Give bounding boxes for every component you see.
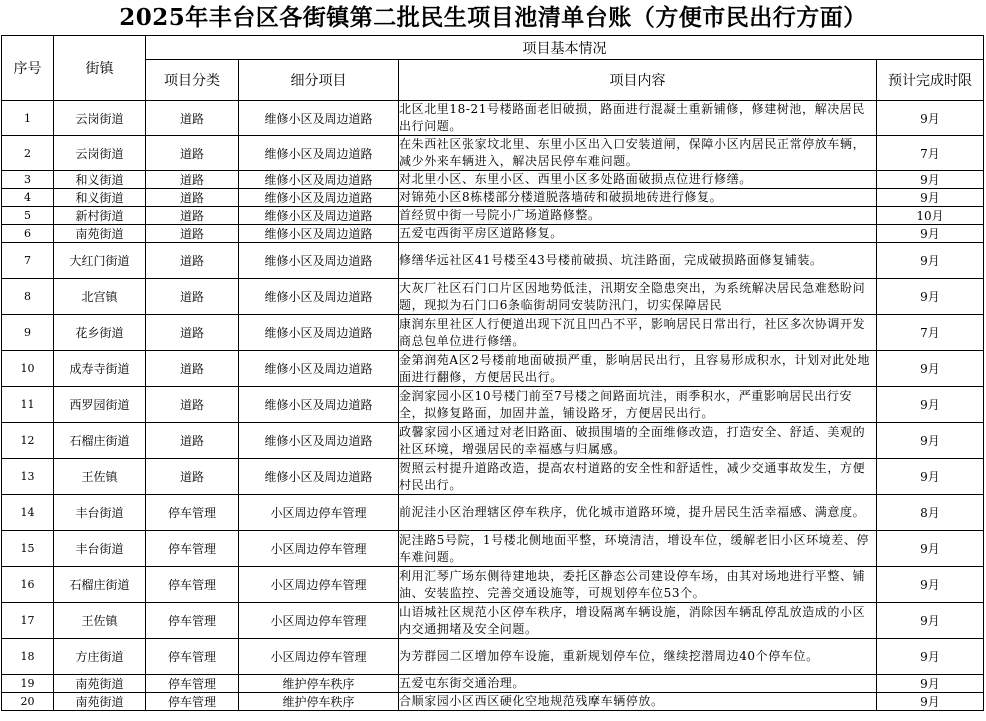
cell-seq: 5	[2, 207, 54, 225]
cell-subitem: 维修小区及周边道路	[239, 171, 399, 189]
cell-seq: 2	[2, 136, 54, 171]
header-completion: 预计完成时限	[877, 60, 984, 101]
cell-completion: 9月	[877, 423, 984, 459]
table-row	[2, 387, 984, 423]
cell-completion: 9月	[877, 531, 984, 567]
table-row	[2, 136, 984, 171]
header-content: 项目内容	[399, 60, 877, 101]
page-title: 2025年丰台区各街镇第二批民生项目池清单台账（方便市民出行方面）	[119, 4, 867, 31]
cell-subitem: 维修小区及周边道路	[239, 101, 399, 136]
cell-category: 停车管理	[146, 639, 239, 675]
cell-category: 道路	[146, 387, 239, 423]
cell-subitem: 维修小区及周边道路	[239, 423, 399, 459]
cell-seq: 13	[2, 459, 54, 495]
table-row	[2, 495, 984, 531]
cell-street: 南苑街道	[54, 225, 146, 243]
header-project-basic-info: 项目基本情况	[146, 36, 984, 60]
cell-street: 南苑街道	[54, 693, 146, 711]
cell-completion: 9月	[877, 351, 984, 387]
cell-subitem: 小区周边停车管理	[239, 603, 399, 639]
cell-category: 停车管理	[146, 675, 239, 693]
cell-completion: 9月	[877, 603, 984, 639]
cell-subitem: 维护停车秩序	[239, 675, 399, 693]
cell-seq: 1	[2, 101, 54, 136]
table-row	[2, 351, 984, 387]
table-row	[2, 171, 984, 189]
ledger-body	[2, 101, 984, 711]
cell-content: 山语城社区规范小区停车秩序，增设隔离车辆设施，消除因车辆乱停乱放造成的小区内交通拥堵及安全问题。	[399, 603, 877, 639]
table-row	[2, 207, 984, 225]
cell-content: 金第润苑A区2号楼前地面破损严重，影响居民出行，且容易形成积水，计划对此处地面进行翻修，方便居民出行。	[399, 351, 877, 387]
cell-street: 石榴庄街道	[54, 423, 146, 459]
cell-seq: 11	[2, 387, 54, 423]
cell-street: 丰台街道	[54, 495, 146, 531]
cell-street: 和义街道	[54, 171, 146, 189]
cell-seq: 10	[2, 351, 54, 387]
cell-seq: 14	[2, 495, 54, 531]
cell-category: 停车管理	[146, 603, 239, 639]
cell-content: 为芳群园二区增加停车设施，重新规划停车位，继续挖潜周边40个停车位。	[399, 639, 877, 675]
cell-seq: 9	[2, 315, 54, 351]
cell-completion: 9月	[877, 387, 984, 423]
cell-seq: 8	[2, 279, 54, 315]
table-row	[2, 279, 984, 315]
cell-content: 首经贸中街一号院小广场道路修整。	[399, 207, 877, 225]
cell-completion: 9月	[877, 101, 984, 136]
cell-completion: 9月	[877, 675, 984, 693]
cell-street: 新村街道	[54, 207, 146, 225]
cell-category: 道路	[146, 423, 239, 459]
cell-subitem: 维修小区及周边道路	[239, 279, 399, 315]
cell-street: 方庄街道	[54, 639, 146, 675]
cell-completion: 9月	[877, 459, 984, 495]
cell-category: 道路	[146, 189, 239, 207]
cell-category: 停车管理	[146, 693, 239, 711]
cell-street: 大红门街道	[54, 243, 146, 279]
cell-subitem: 维修小区及周边道路	[239, 243, 399, 279]
header-subitem: 细分项目	[239, 60, 399, 101]
cell-content: 政馨家园小区通过对老旧路面、破损围墙的全面维修改造，打造安全、舒适、美观的社区环境，增强居民的幸福感与归属感。	[399, 423, 877, 459]
cell-category: 道路	[146, 136, 239, 171]
cell-street: 云岗街道	[54, 136, 146, 171]
cell-seq: 7	[2, 243, 54, 279]
cell-completion: 10月	[877, 207, 984, 225]
cell-category: 道路	[146, 171, 239, 189]
cell-content: 合顺家园小区西区硬化空地规范残摩车辆停放。	[399, 693, 877, 711]
cell-content: 康润东里社区人行便道出现下沉且凹凸不平，影响居民日常出行，社区多次协调开发商总包单位进行修缮。	[399, 315, 877, 351]
cell-category: 停车管理	[146, 567, 239, 603]
cell-completion: 9月	[877, 225, 984, 243]
cell-completion: 9月	[877, 279, 984, 315]
table-row	[2, 225, 984, 243]
cell-seq: 18	[2, 639, 54, 675]
table-row	[2, 603, 984, 639]
cell-subitem: 维修小区及周边道路	[239, 136, 399, 171]
cell-seq: 17	[2, 603, 54, 639]
cell-subitem: 维修小区及周边道路	[239, 207, 399, 225]
cell-category: 道路	[146, 243, 239, 279]
cell-category: 道路	[146, 207, 239, 225]
cell-subitem: 维修小区及周边道路	[239, 189, 399, 207]
cell-subitem: 维修小区及周边道路	[239, 315, 399, 351]
cell-subitem: 维修小区及周边道路	[239, 351, 399, 387]
cell-street: 南苑街道	[54, 675, 146, 693]
cell-content: 金润家园小区10号楼门前至7号楼之间路面坑洼，雨季积水，严重影响居民出行安全，拟修复路面，加固井盖，铺设路牙，方便居民出行。	[399, 387, 877, 423]
cell-category: 道路	[146, 351, 239, 387]
table-row	[2, 423, 984, 459]
cell-category: 道路	[146, 225, 239, 243]
cell-content: 对北里小区、东里小区、西里小区多处路面破损点位进行修缮。	[399, 171, 877, 189]
cell-content: 五爱屯西街平房区道路修复。	[399, 225, 877, 243]
cell-seq: 6	[2, 225, 54, 243]
table-row	[2, 189, 984, 207]
header-category: 项目分类	[146, 60, 239, 101]
cell-seq: 15	[2, 531, 54, 567]
cell-seq: 3	[2, 171, 54, 189]
cell-content: 对锦苑小区8栋楼部分楼道脱落墙砖和破损地砖进行修复。	[399, 189, 877, 207]
cell-subitem: 小区周边停车管理	[239, 639, 399, 675]
table-row	[2, 315, 984, 351]
table-row	[2, 639, 984, 675]
header-seq: 序号	[2, 36, 54, 101]
cell-seq: 19	[2, 675, 54, 693]
cell-seq: 12	[2, 423, 54, 459]
cell-category: 道路	[146, 279, 239, 315]
cell-subitem: 维修小区及周边道路	[239, 225, 399, 243]
cell-street: 北宫镇	[54, 279, 146, 315]
cell-content: 五爱屯东街交通治理。	[399, 675, 877, 693]
cell-street: 丰台街道	[54, 531, 146, 567]
cell-street: 和义街道	[54, 189, 146, 207]
table-row	[2, 693, 984, 711]
table-row	[2, 243, 984, 279]
cell-seq: 20	[2, 693, 54, 711]
cell-street: 王佐镇	[54, 459, 146, 495]
cell-subitem: 小区周边停车管理	[239, 531, 399, 567]
cell-content: 在朱西社区张家坟北里、东里小区出入口安装道闸，保障小区内居民正常停放车辆，减少外来车辆进入，解决居民停车难问题。	[399, 136, 877, 171]
cell-street: 石榴庄街道	[54, 567, 146, 603]
cell-category: 道路	[146, 315, 239, 351]
cell-subitem: 维修小区及周边道路	[239, 387, 399, 423]
cell-content: 北区北里18-21号楼路面老旧破损，路面进行混凝土重新铺修，修建树池，解决居民出行问题。	[399, 101, 877, 136]
table-row	[2, 675, 984, 693]
cell-completion: 9月	[877, 639, 984, 675]
cell-subitem: 维修小区及周边道路	[239, 459, 399, 495]
cell-completion: 9月	[877, 171, 984, 189]
cell-seq: 4	[2, 189, 54, 207]
table-row	[2, 531, 984, 567]
cell-content: 贺照云村提升道路改造，提高农村道路的安全性和舒适性，减少交通事故发生，方便村民出行。	[399, 459, 877, 495]
cell-completion: 9月	[877, 243, 984, 279]
cell-content: 前泥洼小区治理辖区停车秩序，优化城市道路环境，提升居民生活幸福感、满意度。	[399, 495, 877, 531]
cell-completion: 8月	[877, 495, 984, 531]
header-street: 街镇	[54, 36, 146, 101]
cell-street: 云岗街道	[54, 101, 146, 136]
project-ledger-table	[1, 35, 984, 711]
cell-completion: 9月	[877, 693, 984, 711]
cell-category: 道路	[146, 459, 239, 495]
cell-subitem: 维护停车秩序	[239, 693, 399, 711]
cell-subitem: 小区周边停车管理	[239, 495, 399, 531]
cell-completion: 9月	[877, 189, 984, 207]
cell-street: 成寿寺街道	[54, 351, 146, 387]
cell-content: 泥洼路5号院，1号楼北侧地面平整，环境清洁，增设车位，缓解老旧小区环境差、停车难问题。	[399, 531, 877, 567]
table-row	[2, 567, 984, 603]
cell-category: 停车管理	[146, 495, 239, 531]
cell-street: 西罗园街道	[54, 387, 146, 423]
table-row	[2, 459, 984, 495]
cell-seq: 16	[2, 567, 54, 603]
cell-street: 王佐镇	[54, 603, 146, 639]
cell-category: 道路	[146, 101, 239, 136]
cell-content: 大灰厂社区石门口片区因地势低洼，汛期安全隐患突出，为系统解决居民急难愁盼问题，现拟为石门口6条临街胡同安装防汛门，切实保障居民	[399, 279, 877, 315]
cell-street: 花乡街道	[54, 315, 146, 351]
cell-content: 修缮华远社区41号楼至43号楼前破损、坑洼路面，完成破损路面修复铺装。	[399, 243, 877, 279]
cell-completion: 7月	[877, 136, 984, 171]
table-row	[2, 101, 984, 136]
cell-category: 停车管理	[146, 531, 239, 567]
cell-completion: 9月	[877, 567, 984, 603]
cell-subitem: 小区周边停车管理	[239, 567, 399, 603]
cell-completion: 7月	[877, 315, 984, 351]
cell-content: 利用汇琴广场东侧待建地块，委托区静态公司建设停车场，由其对场地进行平整、铺油、安装监控、完善交通设施等，可规划停车位53个。	[399, 567, 877, 603]
